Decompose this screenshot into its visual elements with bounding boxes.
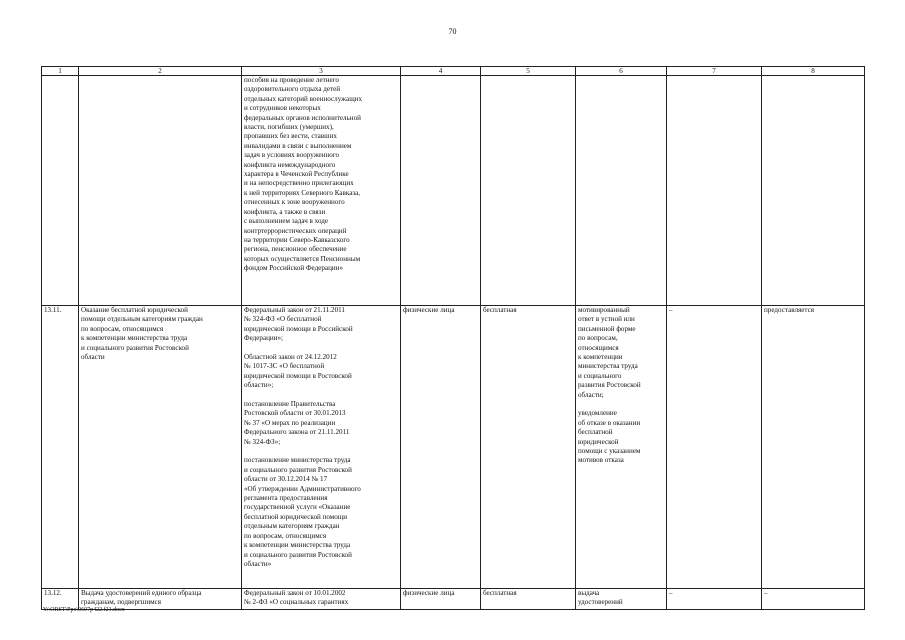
- legal-basis-paragraph: Областной закон от 24.12.2012 № 1017-ЗС «О бесплатной юридической помощи в Ростовской области»;: [244, 353, 352, 390]
- col7-value: –: [667, 589, 762, 610]
- header-row: [42, 67, 865, 76]
- col8-value: предоставляется: [762, 306, 865, 589]
- table-row: [42, 306, 865, 589]
- header-col-8: 8: [762, 67, 865, 76]
- result-paragraph: уведомление об отказе в оказании бесплатной юридической помощи с указанием мотивов отказа: [578, 409, 641, 465]
- header-col-5: 5: [481, 67, 576, 76]
- recipients: физические лица: [401, 306, 481, 589]
- fee: бесплатная: [481, 306, 576, 589]
- page-number: 70: [448, 27, 457, 36]
- fee: [481, 76, 576, 306]
- row-number: [42, 76, 79, 306]
- service-name: [79, 76, 242, 306]
- legal-basis-paragraph: пособия на проведение летнего оздоровительного отдыха детей отдельных категорий военнослужащих и сотрудников некоторых федеральных органов исполнительной власти, погибших (умерших), пропавших без вести, ставших инвалидами в связи с выполнением задач в условиях вооруженного конфликта немеждународного характера в Чеченской Республике и на непосредственно прилегающих к ней территориях Северного Кавказа, отнесенных к зоне вооруженного конфликта, а также в связи с выполнением задач в ходе контртеррористических операций на территории Северо-Кавказского региона, пенсионное обеспечение которых осуществляется Пенсионным фондом Российской Федерации»: [244, 76, 363, 273]
- recipients: физические лица: [401, 589, 481, 610]
- result: [576, 306, 667, 589]
- header-col-6: 6: [576, 67, 667, 76]
- legal-basis: [242, 589, 401, 610]
- service-name-text: Выдача удостоверений единого образца гражданам, подвергшимся: [81, 589, 202, 607]
- legal-basis: [242, 76, 401, 306]
- header-col-7: 7: [667, 67, 762, 76]
- result: [576, 589, 667, 610]
- row-number: 13.12.: [42, 589, 79, 610]
- table-row: [42, 76, 865, 306]
- result-paragraph: мотивированный ответ в устной или письменной форме по вопросам, относящимся к компетенции министерства труда и социального развития Ростовской области;: [578, 306, 641, 399]
- service-name-text: Оказание бесплатной юридической помощи отдельным категориям граждан по вопросам, относящимся к компетенции министерства труда и социального развития Ростовской области: [81, 306, 203, 362]
- result-paragraph: выдача удостоверений: [578, 589, 623, 607]
- table-row: [42, 589, 865, 610]
- col7-value: –: [667, 306, 762, 589]
- service-name: [79, 306, 242, 589]
- legal-basis-paragraph: постановление министерства труда и социального развития Ростовской области от 30.12.2014 № 17 «Об утверждении Административного регламента предоставления государственной услуги «Оказание бесплатной юридической помощи отдельным категориям граждан по вопросам, относящимся к компетенции министерства труда и социального развития Ростовской области»: [244, 456, 361, 568]
- header-col-4: 4: [401, 67, 481, 76]
- recipients: [401, 76, 481, 306]
- header-col-2: 2: [79, 67, 242, 76]
- col7-value: [667, 76, 762, 306]
- legal-basis: [242, 306, 401, 589]
- file-path-footer: Y:\ORST\Ppo\0607p422.f21.docx: [43, 607, 125, 613]
- header-col-1: 1: [42, 67, 79, 76]
- col8-value: –: [762, 589, 865, 610]
- col8-value: [762, 76, 865, 306]
- row-number: 13.11.: [42, 306, 79, 589]
- legal-basis-paragraph: Федеральный закон от 21.11.2011 № 324-ФЗ «О бесплатной юридической помощи в Российской Федерации»;: [244, 306, 353, 343]
- services-table: [41, 66, 865, 610]
- legal-basis-paragraph: постановление Правительства Ростовской области от 30.01.2013 № 37 «О мерах по реализации Федерального закона от 21.11.2011 № 324-ФЗ»;: [244, 400, 350, 446]
- legal-basis-paragraph: Федеральный закон от 10.01.2002 № 2-ФЗ «О социальных гарантиях: [244, 589, 349, 607]
- header-col-3: 3: [242, 67, 401, 76]
- result: [576, 76, 667, 306]
- fee: бесплатная: [481, 589, 576, 610]
